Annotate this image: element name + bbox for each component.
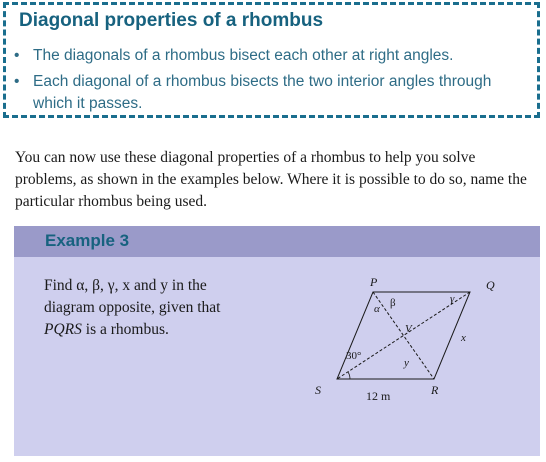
length-label-y: y bbox=[404, 357, 409, 369]
question-line-2: diagram opposite, given that bbox=[44, 299, 221, 316]
vertex-label-r: R bbox=[431, 383, 439, 397]
rhombus-diagram bbox=[290, 268, 525, 412]
question-line-1: Find α, β, γ, x and y in the bbox=[44, 277, 207, 294]
example-question bbox=[44, 275, 284, 341]
question-line-3-rest: is a rhombus. bbox=[81, 321, 169, 338]
vertex-label-v: V bbox=[405, 323, 412, 335]
length-label-x: x bbox=[461, 332, 466, 344]
property-box bbox=[3, 2, 540, 118]
bullet-item-1 bbox=[14, 45, 534, 67]
bullet-text-2: Each diagonal of a rhombus bisects the two interior angles through which it passes. bbox=[33, 73, 492, 112]
intro-paragraph: You can now use these diagonal properties of a rhombus to help you solve problems, as shown in the examples below. Where it is possible to do so, name the particular rhombus being used. bbox=[15, 149, 527, 210]
angle-label-beta: β bbox=[390, 297, 396, 309]
vertex-label-q: Q bbox=[486, 278, 495, 292]
angle-arc-s bbox=[348, 372, 350, 379]
question-line-3 bbox=[44, 319, 284, 341]
box-title: Diagonal properties of a rhombus bbox=[19, 10, 324, 31]
angle-label-alpha: α bbox=[374, 303, 380, 315]
length-label-base: 12 m bbox=[366, 389, 391, 403]
angle-label-gamma: γ bbox=[450, 293, 455, 305]
bullet-item-2 bbox=[14, 71, 514, 115]
bullet-icon: • bbox=[14, 73, 20, 90]
example-header bbox=[14, 226, 540, 257]
angle-label-30: 30° bbox=[346, 350, 362, 362]
bullet-icon: • bbox=[14, 47, 20, 64]
example-title: Example 3 bbox=[45, 231, 130, 250]
bullet-text-1: The diagonals of a rhombus bisect each other at right angles. bbox=[33, 47, 454, 64]
rhombus-name: PQRS bbox=[44, 321, 82, 338]
vertex-label-s: S bbox=[315, 383, 321, 397]
vertex-label-p: P bbox=[370, 275, 378, 289]
